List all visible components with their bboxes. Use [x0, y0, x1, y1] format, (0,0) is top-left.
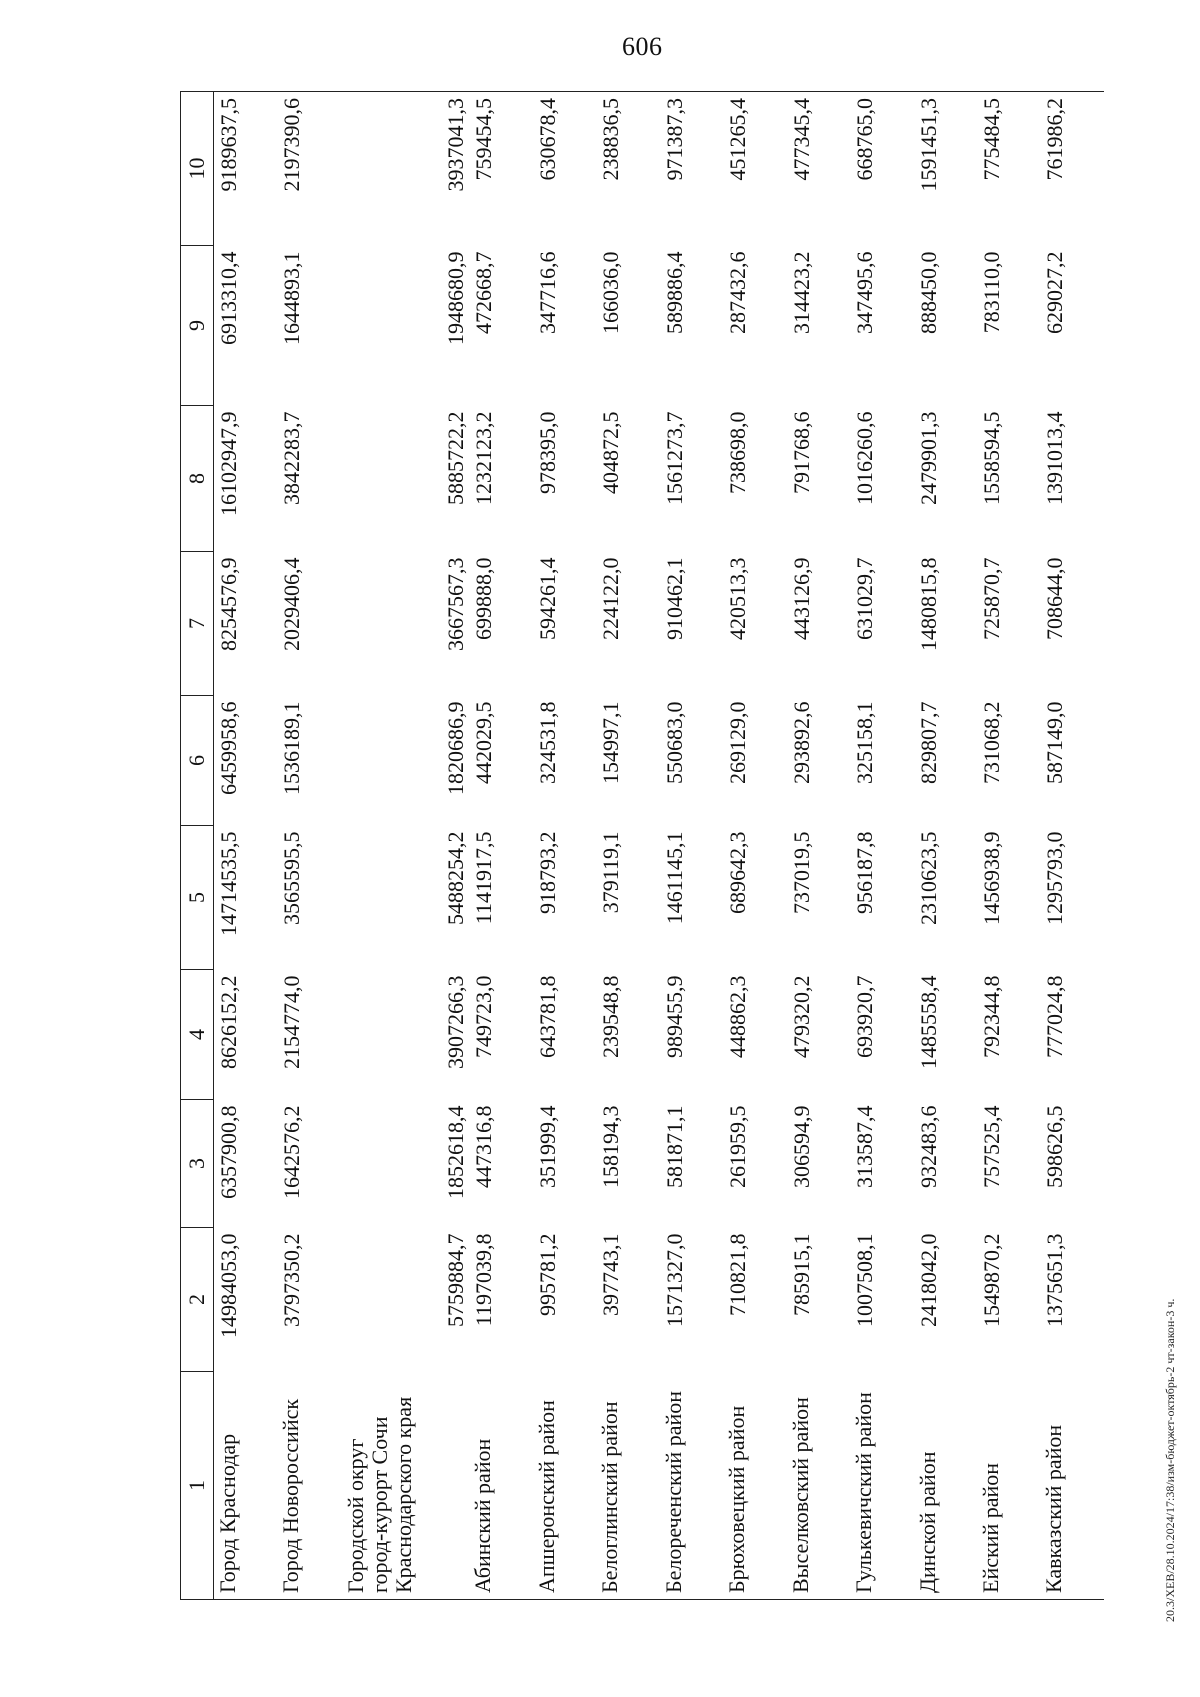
- column-header: 1: [181, 1372, 214, 1600]
- value-cell: 725870,7: [978, 557, 1004, 640]
- value-cell: 1197039,8: [471, 1233, 497, 1327]
- value-cell: 2154774,0: [278, 975, 304, 1069]
- table-row: [277, 92, 340, 1600]
- value-cell: 154997,1: [598, 701, 624, 784]
- row-name-cell: Выселковский район: [787, 1372, 850, 1600]
- table-row: [660, 92, 723, 1600]
- value-cell: 989455,9: [661, 975, 687, 1058]
- value-cell: 261959,5: [725, 1105, 751, 1188]
- value-cell: 1016260,6: [852, 411, 878, 505]
- row-name-cell: Белоглинский район: [596, 1372, 659, 1600]
- value-cell: 777024,8: [1042, 975, 1068, 1058]
- budget-table: [180, 91, 1104, 1600]
- value-cell: 783110,0: [978, 251, 1004, 334]
- value-cell: 1549870,2: [978, 1233, 1004, 1327]
- row-name-cell: Кавказский район: [1040, 1372, 1104, 1600]
- document-footer: 20.3/ХЕВ/28.10.2024/17:38/изм-бюджет-октябрь-2 чт-закон-3 ч.: [1163, 1298, 1177, 1622]
- value-cell: 6357900,8: [216, 1105, 241, 1199]
- value-cell: 287432,6: [725, 251, 751, 334]
- value-cell: 313587,4: [852, 1105, 878, 1188]
- value-cell: 1591451,3: [914, 92, 977, 246]
- value-cell: 978395,0: [534, 411, 560, 494]
- value-cell: 643781,8: [534, 975, 560, 1058]
- row-name-cell: Абинский район: [469, 1372, 532, 1600]
- value-cell: 16102947,9: [216, 411, 241, 516]
- value-cell: 971387,3: [660, 92, 723, 246]
- value-cell: 689642,3: [725, 831, 751, 914]
- value-cell: 404872,5: [598, 411, 624, 494]
- value-cell: 8254576,9: [216, 557, 241, 651]
- value-cell: 2029406,4: [278, 557, 304, 651]
- value-cell: 1536189,1: [278, 701, 304, 795]
- value-cell: 791768,6: [788, 411, 814, 494]
- table-row: [1040, 92, 1104, 1600]
- value-cell: 629027,2: [1042, 251, 1068, 334]
- value-cell: 1141917,5: [471, 831, 497, 925]
- value-cell: 5759884,7: [443, 1233, 469, 1327]
- value-cell: 324531,8: [534, 701, 560, 784]
- value-cell: 397743,1: [598, 1233, 624, 1316]
- value-cell: 158194,3: [598, 1105, 624, 1188]
- value-cell: 581871,1: [661, 1105, 687, 1188]
- row-name-cell: Ейский район: [977, 1372, 1040, 1600]
- value-cell: 3797350,2: [278, 1233, 304, 1327]
- value-cell: 1485558,4: [915, 975, 941, 1069]
- value-cell: 759454,5: [469, 92, 532, 246]
- value-cell: 630678,4: [533, 92, 596, 246]
- table-body: [214, 92, 1105, 1600]
- value-cell: 1820686,9: [443, 701, 469, 795]
- value-cell: 956187,8: [852, 831, 878, 914]
- column-header: 5: [181, 826, 214, 970]
- table-row: [340, 92, 469, 1600]
- value-cell: 314423,2: [788, 251, 814, 334]
- value-cell: 306594,9: [788, 1105, 814, 1188]
- value-cell: 668765,0: [850, 92, 913, 246]
- value-cell: 1461145,1: [661, 831, 687, 925]
- table-row: [723, 92, 786, 1600]
- value-cell: 14984053,0: [216, 1233, 241, 1338]
- value-cell: 757525,4: [978, 1105, 1004, 1188]
- column-header: 6: [181, 696, 214, 826]
- table-row: [914, 92, 977, 1600]
- value-cell: 3907266,3: [443, 975, 469, 1069]
- value-cell: 1375651,3: [1042, 1233, 1068, 1327]
- value-cell: 6459958,6: [216, 701, 241, 795]
- value-cell: 589886,4: [661, 251, 687, 334]
- value-cell: 325158,1: [852, 701, 878, 784]
- value-cell: 9189637,5: [214, 92, 277, 246]
- value-cell: 269129,0: [725, 701, 751, 784]
- value-cell: 785915,1: [788, 1233, 814, 1316]
- value-cell: 3937041,3: [340, 92, 469, 246]
- value-cell: 347495,6: [852, 251, 878, 334]
- value-cell: 2310623,5: [915, 831, 941, 925]
- column-header: 9: [181, 246, 214, 406]
- value-cell: 351999,4: [534, 1105, 560, 1188]
- column-header: 7: [181, 552, 214, 696]
- value-cell: 710821,8: [725, 1233, 751, 1316]
- value-cell: 731068,2: [978, 701, 1004, 784]
- value-cell: 379119,1: [598, 831, 624, 914]
- row-name-cell: Апшеронский район: [533, 1372, 596, 1600]
- value-cell: 1561273,7: [661, 411, 687, 505]
- value-cell: 550683,0: [661, 701, 687, 784]
- value-cell: 451265,4: [723, 92, 786, 246]
- value-cell: 5488254,2: [443, 831, 469, 925]
- value-cell: 1644893,1: [278, 251, 304, 345]
- value-cell: 737019,5: [788, 831, 814, 914]
- table-row: [469, 92, 532, 1600]
- value-cell: 14714535,5: [216, 831, 241, 936]
- value-cell: 1558594,5: [978, 411, 1004, 505]
- rotated-table-container: [180, 92, 1104, 1600]
- row-name-cell: Город Краснодар: [214, 1372, 277, 1600]
- table-row: [977, 92, 1040, 1600]
- value-cell: 5885722,2: [443, 411, 469, 505]
- value-cell: 1391013,4: [1042, 411, 1068, 505]
- value-cell: 1456938,9: [978, 831, 1004, 925]
- value-cell: 239548,8: [598, 975, 624, 1058]
- value-cell: 1852618,4: [443, 1105, 469, 1199]
- value-cell: 1480815,8: [915, 557, 941, 651]
- value-cell: 166036,0: [598, 251, 624, 334]
- value-cell: 477345,4: [787, 92, 850, 246]
- value-cell: 8626152,2: [216, 975, 241, 1069]
- column-header: 10: [181, 92, 214, 246]
- table-row: [533, 92, 596, 1600]
- value-cell: 479320,2: [788, 975, 814, 1058]
- column-header: 8: [181, 406, 214, 552]
- row-name-cell: Городской округ город-курорт Сочи Краснодарского края: [340, 1372, 469, 1600]
- value-cell: 224122,0: [598, 557, 624, 640]
- value-cell: 3565595,5: [278, 831, 304, 925]
- page-number: 606: [622, 32, 663, 61]
- row-name-cell: Брюховецкий район: [723, 1372, 786, 1600]
- value-cell: 347716,6: [534, 251, 560, 334]
- value-cell: 761986,2: [1040, 92, 1104, 246]
- value-cell: 693920,7: [852, 975, 878, 1058]
- value-cell: 708644,0: [1042, 557, 1068, 640]
- value-cell: 1642576,2: [278, 1105, 304, 1199]
- header-row: [181, 92, 214, 1600]
- table-row: [214, 92, 277, 1600]
- value-cell: 1232123,2: [471, 411, 497, 505]
- value-cell: 293892,6: [788, 701, 814, 784]
- value-cell: 888450,0: [915, 251, 941, 334]
- value-cell: 1007508,1: [852, 1233, 878, 1327]
- column-header: 4: [181, 970, 214, 1100]
- value-cell: 3842283,7: [278, 411, 304, 505]
- value-cell: 472668,7: [471, 251, 497, 334]
- row-name-cell: Гулькевичский район: [850, 1372, 913, 1600]
- value-cell: 594261,4: [534, 557, 560, 640]
- value-cell: 420513,3: [725, 557, 751, 640]
- value-cell: 442029,5: [471, 701, 497, 784]
- value-cell: 443126,9: [788, 557, 814, 640]
- value-cell: 447316,8: [471, 1105, 497, 1188]
- value-cell: 918793,2: [534, 831, 560, 914]
- value-cell: 1295793,0: [1042, 831, 1068, 925]
- table-row: [787, 92, 850, 1600]
- row-name-cell: Белореченский район: [660, 1372, 723, 1600]
- table-row: [850, 92, 913, 1600]
- value-cell: 699888,0: [471, 557, 497, 640]
- value-cell: 749723,0: [471, 975, 497, 1058]
- value-cell: 2418042,0: [915, 1233, 941, 1327]
- column-header: 2: [181, 1228, 214, 1372]
- value-cell: 1948680,9: [443, 251, 469, 345]
- column-header: 3: [181, 1100, 214, 1228]
- value-cell: 238836,5: [596, 92, 659, 246]
- row-name-cell: Динской район: [914, 1372, 977, 1600]
- value-cell: 598626,5: [1042, 1105, 1068, 1188]
- value-cell: 1571327,0: [661, 1233, 687, 1327]
- value-cell: 2479901,3: [915, 411, 941, 505]
- value-cell: 6913310,4: [216, 251, 241, 345]
- value-cell: 631029,7: [852, 557, 878, 640]
- table-row: [596, 92, 659, 1600]
- value-cell: 792344,8: [978, 975, 1004, 1058]
- value-cell: 995781,2: [534, 1233, 560, 1316]
- value-cell: 587149,0: [1042, 701, 1068, 784]
- value-cell: 2197390,6: [277, 92, 340, 246]
- value-cell: 738698,0: [725, 411, 751, 494]
- value-cell: 829807,7: [915, 701, 941, 784]
- value-cell: 910462,1: [661, 557, 687, 640]
- value-cell: 448862,3: [725, 975, 751, 1058]
- row-name-cell: Город Новороссийск: [277, 1372, 340, 1600]
- value-cell: 3667567,3: [443, 557, 469, 651]
- value-cell: 932483,6: [915, 1105, 941, 1188]
- value-cell: 775484,5: [977, 92, 1040, 246]
